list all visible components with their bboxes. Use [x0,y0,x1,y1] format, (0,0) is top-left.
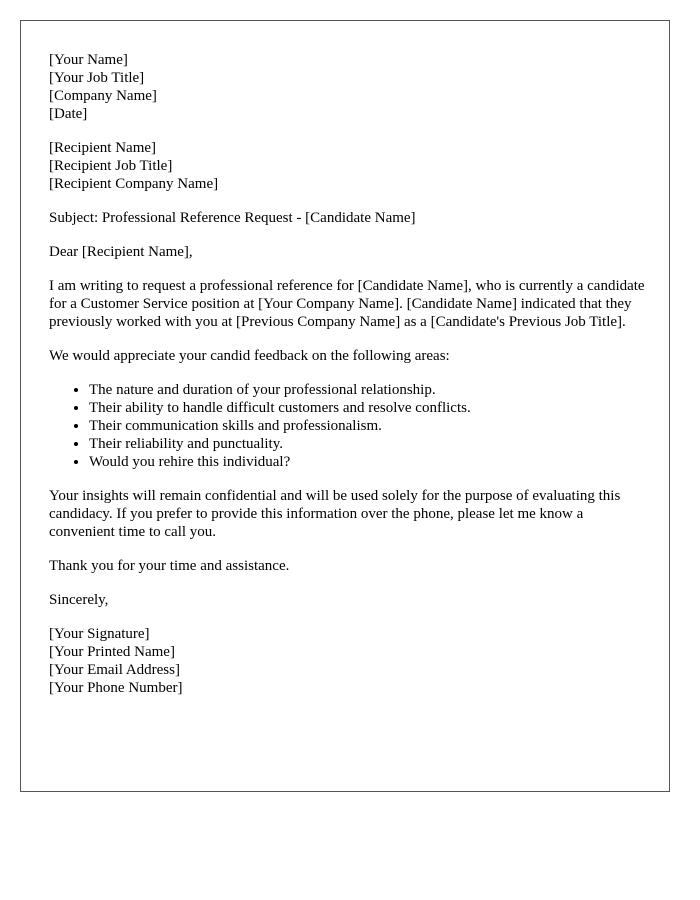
email-address: [Your Email Address] [49,662,180,678]
recipient-block [49,139,649,193]
feedback-list [49,381,649,471]
feedback-intro: We would appreciate your candid feedback on the following areas: [49,348,450,364]
confidentiality-paragraph: Your insights will remain confidential and will be used solely for the purpose of evaluating this candidacy. If you prefer to provide this information over the phone, please let me know a convenient time to call you. [49,488,621,540]
recipient-job-title: [Recipient Job Title] [49,158,173,174]
sender-name: [Your Name] [49,52,128,68]
subject-line: Subject: Professional Reference Request - [Candidate Name] [49,210,416,226]
sender-job-title: [Your Job Title] [49,70,145,86]
feedback-item: • Their reliability and punctuality. [89,435,649,453]
feedback-item: • Would you rehire this individual? [89,453,649,471]
signature: [Your Signature] [49,626,150,642]
phone-number: [Your Phone Number] [49,680,183,696]
feedback-item: • Their ability to handle difficult customers and resolve conflicts. [89,399,649,417]
feedback-item: • The nature and duration of your professional relationship. [89,381,649,399]
intro-paragraph: I am writing to request a professional reference for [Candidate Name], who is currently a candidate for a Customer Service position at [Your Company Name]. [Candidate Name] indicated that they previously worked with you at [Previous Company Name] as a [Candidate's Previous Job Title]. [49,278,645,330]
letter-page [20,20,670,792]
feedback-item: • Their communication skills and professionalism. [89,417,649,435]
letter-date: [Date] [49,106,88,122]
thanks-paragraph: Thank you for your time and assistance. [49,558,290,574]
signature-block [49,625,649,697]
sender-company: [Company Name] [49,88,157,104]
printed-name: [Your Printed Name] [49,644,175,660]
closing: Sincerely, [49,592,109,608]
recipient-name: [Recipient Name] [49,140,157,156]
recipient-company: [Recipient Company Name] [49,176,219,192]
salutation: Dear [Recipient Name], [49,244,193,260]
sender-block [49,51,649,123]
